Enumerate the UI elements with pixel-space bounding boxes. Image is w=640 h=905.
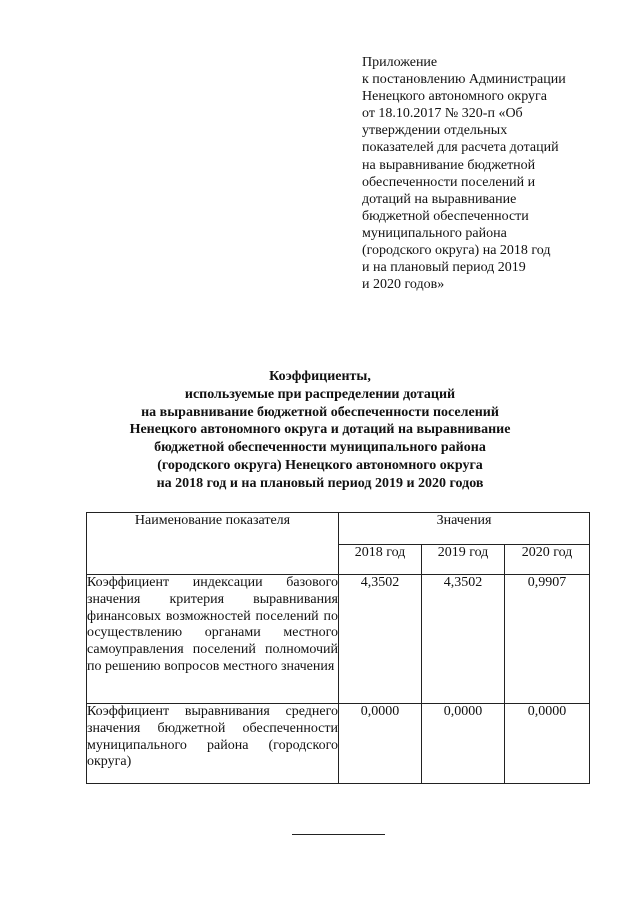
value-2019: 0,0000 <box>422 704 505 784</box>
indicator-name: Коэффициент выравнивания среднего значения бюджетной обеспеченности муниципального района (городского округа) <box>87 704 339 784</box>
title-line: на выравнивание бюджетной обеспеченности поселений <box>141 404 499 420</box>
title-line: бюджетной обеспеченности муниципального района <box>154 440 486 456</box>
value-2018: 4,3502 <box>339 575 422 704</box>
header-year-2020: 2020 год <box>505 545 590 575</box>
title-line: Коэффициенты, <box>269 369 371 384</box>
title-line: используемые при распределении дотаций <box>184 386 456 402</box>
document-title <box>80 368 560 493</box>
header-year-2018: 2018 год <box>339 545 422 575</box>
header-indicator-name: Наименование показателя <box>87 513 339 575</box>
table-row <box>87 575 590 704</box>
header-year-2019: 2019 год <box>422 545 505 575</box>
header-values: Значения <box>339 513 590 545</box>
closing-rule <box>292 834 385 835</box>
table-header-row <box>87 513 590 545</box>
value-2018: 0,0000 <box>339 704 422 784</box>
title-line: Ненецкого автономного округа и дотаций на выравнивание <box>129 422 511 438</box>
value-2019: 4,3502 <box>422 575 505 704</box>
title-line: на 2018 год и на плановый период 2019 и 2020 годов <box>156 475 484 491</box>
table-row <box>87 704 590 784</box>
coefficients-table <box>86 512 590 784</box>
indicator-name: Коэффициент индексации базового значения критерия выравнивания финансовых возможностей поселений по осуществлению органами местного самоуправления поселений полномочий по решению вопросов местного значения <box>87 575 339 704</box>
title-line: (городского округа) Ненецкого автономного округа <box>157 457 483 473</box>
value-2020: 0,0000 <box>505 704 590 784</box>
value-2020: 0,9907 <box>505 575 590 704</box>
annex-note: Приложение к постановлению Администрации Ненецкого автономного округа от 18.10.2017 № 320-п «Об утверждении отдельных показателей для расчета дотаций на выравнивание бюджетной обеспеченности поселений и дотаций на выравнивание бюджетной обеспеченности муниципального района (городского округа) на 2018 год и на плановый период 2019 и 2020 годов» <box>362 55 566 293</box>
